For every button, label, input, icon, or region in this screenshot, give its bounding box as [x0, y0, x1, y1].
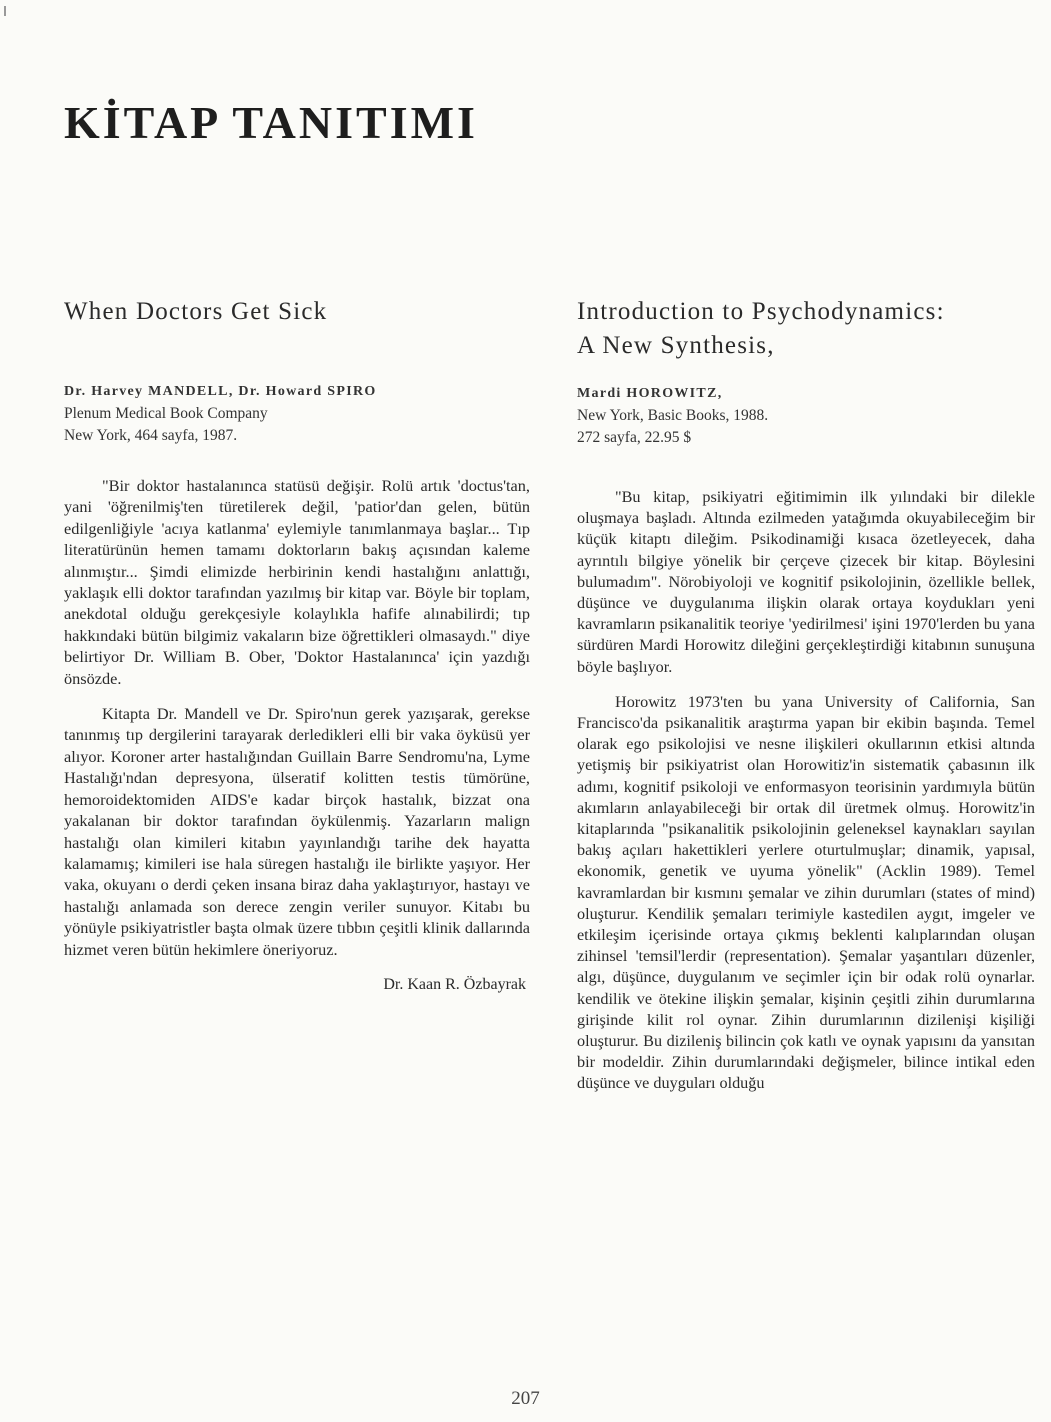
title-line-2: A New Synthesis,	[577, 332, 775, 359]
paragraph: Horowitz 1973'ten bu yana University of California, San Francisco'da psikanalitik araştırma yapan bir ekibin başında. Temel olarak ego psikolojisi ve nesne ilişkileri okullarının etkisi altında yetişmiş bir psikiyatrist olan Horowitiz'in sistematik çabasının ilk adımı, kognitif psikoloji ve enformasyon teorisinin yardımıyla bütün akımların anlayabileceği bir ortak dil üretmek olmuş. Horowitz'in kitaplarında "psikanalitik psikolojinin geleneksel kaynakları sayılan bakış açıları hakettikleri yerlere oturtulmuşlar; dinamik, yapısal, ekonomik, genetik ve uyuma yönelik" (Acklin 1989). Temel kavramlardan bir kısmını şemalar ve zihin durumları (states of mind) oluşturur. Kendilik şemaları terimiyle kastedilen aygıt, imgeler ve etkileşim içerisinde ortaya çıkmış beklenti kalıplarından oluşan zihinsel 'temsil'lerdir (representation). Şemalar yaşantıları düzenler, algı, düşünce, duygulanım ve seçimler için bir odak rolü oynarlar. kendilik ve ötekine ilişkin şemalar, kişinin çeşitli zihin durumlarına girişinde kilit rol oynar. Zihin durumlarının dizilenişi kişiliği oluşturur. Bu dizileniş bilincin çok katlı ve oynak yapısını da yansıtan bir modeldir. Zihin durumlarındaki değişmeler, bilince intikal eden düşünce ve duyguları olduğu	[577, 692, 1035, 1093]
bibliography-left	[64, 381, 530, 447]
details-right: 272 sayfa, 22.95 $	[577, 429, 692, 446]
publisher-left: Plenum Medical Book Company	[64, 405, 268, 422]
review-left-column	[64, 295, 530, 994]
authors-left: Dr. Harvey MANDELL, Dr. Howard SPIRO	[64, 384, 377, 399]
margin-mark	[4, 6, 6, 16]
paragraph: "Bir doktor hastalanınca statüsü değişir. Rolü artık 'doctus'tan, yani 'öğrenilmiş'ten türetilerek değil, 'patior'dan gelen, bütün edilgenliğiyle 'acıya katlanma' eylemiyle tanımlanmaya başlar... Tıp literatürünün hemen tamamı doktorların bakış açısından kaleme alınmıştır... Şimdi elimizde herbirinin kendi hastalığını anlattığı, yaklaşık elli doktor tarafından yazılmış bir kitap var. Böyle bir toplam, anekdotal olduğu gerekçesiyle kolaylıkla hafife alınabilirdi; tıp hakkındaki bütün bilgimiz vakaların bize öğrettikleri olmasaydı." diye belirtiyor Dr. William B. Ober, 'Doktor Hastalanınca' için yazdığı önsözde.	[64, 476, 530, 688]
reviewer-signature: Dr. Kaan R. Özbayrak	[383, 975, 526, 993]
review-body-left	[64, 475, 530, 960]
paragraph: Kitapta Dr. Mandell ve Dr. Spiro'nun gerek yazışarak, gerekse tanınmış tıp dergilerini tarayarak derledikleri elli bir vaka öyküsü yer alıyor. Koroner arter hastalığından Guillain Barre Sendromu'na, Lyme Hastalığı'ndan depresyona, ülseratif kolitten testis tümörüne, hemoroidektomiden AIDS'e kadar birçok hastalık, bizzat ona yakalanan bir doktor tarafından öykülenmiş. Yazarların malign hastalığı olan kimileri kitabın yayınlandığı tarihe dek hayatta kalamamış; kimileri ise hala süregen hastalığı ile birlikte yaşıyor. Her vaka, okuyanı o derdi çeken insana biraz daha yaklaştırıyor, hastayı ve hastalığı anlamada son derece zengin veriler sunuyor. Kitabı bu yönüyle psikiyatristler başta olmak üzere tıbbın çeşitli klinik dallarında hizmet veren bütün hekimlere öneriyoruz.	[64, 704, 530, 959]
title-line-1: Introduction to Psychodynamics:	[577, 298, 945, 325]
bibliography-right	[577, 383, 1035, 449]
review-right-column	[577, 295, 1035, 1109]
page-title: KİTAP TANITIMI	[64, 97, 478, 148]
publisher-right: New York, Basic Books, 1988.	[577, 407, 769, 424]
authors-right: Mardi HOROWITZ,	[577, 386, 723, 401]
review-title-right	[577, 295, 1035, 363]
review-body-right	[577, 487, 1035, 1095]
paragraph: "Bu kitap, psikiyatri eğitimimin ilk yılındaki bir dilekle oluşmaya başladı. Altında ezilmeden yatağımda okuyabileceğim bir küçük kitaptı dileğim. Psikodinamiği kısaca özetleyecek, daha ayrıntılı bilgiye yönelik bir çerçeve çizecek bir kitap. Böylesini bulumadım". Nörobiyoloji ve kognitif psikolojinin, özellikle bellek, düşünce ve duygulanıma ilişkin olarak ortaya koydukları yeni kavramların psikanalitik teoriye 'yedirilmesi' işini 1970'lerden bu yana sürdüren Mardi Horowitz dileğini gerçekleştirdiği kitabının sunuşuna böyle başlıyor.	[577, 488, 1035, 676]
review-title-left: When Doctors Get Sick	[64, 298, 328, 325]
page-number: 207	[511, 1388, 540, 1409]
details-left: New York, 464 sayfa, 1987.	[64, 427, 238, 444]
